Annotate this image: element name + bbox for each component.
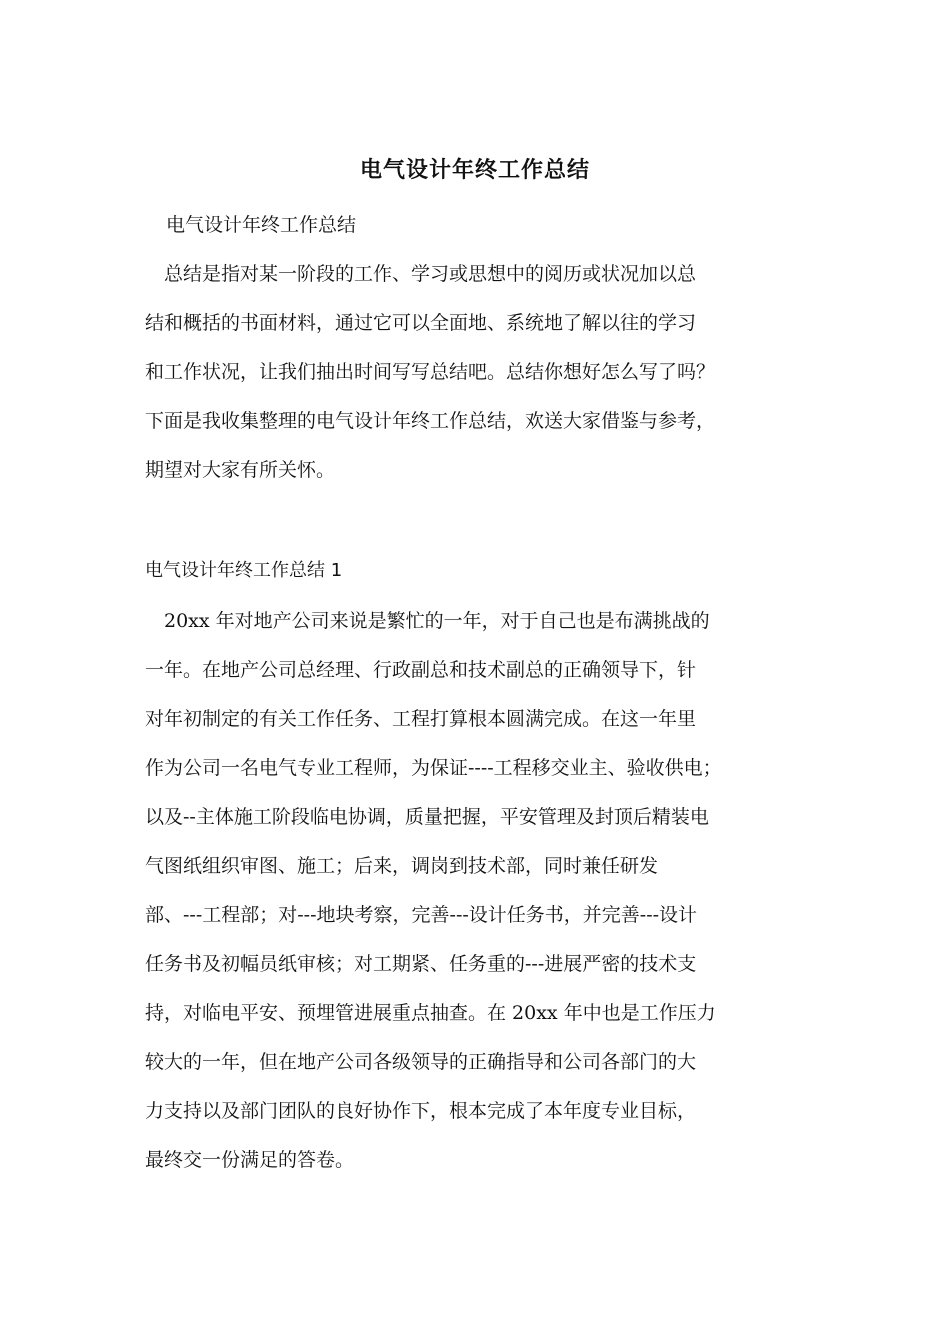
intro-line: 期望对大家有所关怀。 (145, 459, 336, 481)
section-line: 20xx 年对地产公司来说是繁忙的一年，对于自己也是布满挑战的 (145, 610, 710, 632)
section-paragraph (145, 597, 835, 1185)
section-line: 对年初制定的有关工作任务、工程打算根本圆满完成。在这一年里 (145, 708, 697, 730)
section-line: 气图纸组织审图、施工；后来，调岗到技术部，同时兼任研发 (145, 855, 659, 877)
document-subtitle: 电气设计年终工作总结 (166, 214, 357, 236)
section-line: 任务书及初幅员纸审核；对工期紧、任务重的---进展严密的技术支 (145, 953, 697, 975)
section-line: 一年。在地产公司总经理、行政副总和技术副总的正确领导下，针 (145, 659, 697, 681)
section-line: 持，对临电平安、预埋管进展重点抽查。在 20xx 年中也是工作压力 (145, 1002, 716, 1024)
section-line: 较大的一年，但在地产公司各级领导的正确指导和公司各部门的大 (145, 1051, 697, 1073)
intro-line: 下面是我收集整理的电气设计年终工作总结，欢送大家借鉴与参考， (145, 410, 716, 432)
intro-paragraph (145, 250, 835, 495)
section-line: 以及--主体施工阶段临电协调，质量把握，平安管理及封顶后精装电 (145, 806, 709, 828)
section-heading: 电气设计年终工作总结 1 (145, 560, 343, 581)
document-title: 电气设计年终工作总结 (359, 157, 590, 183)
intro-line: 和工作状况，让我们抽出时间写写总结吧。总结你想好怎么写了吗？ (145, 361, 716, 383)
section-line: 作为公司一名电气专业工程师，为保证----工程移交业主、验收供电； (145, 757, 722, 779)
section-line: 力支持以及部门团队的良好协作下，根本完成了本年度专业目标， (145, 1100, 697, 1122)
intro-line: 结和概括的书面材料，通过它可以全面地、系统地了解以往的学习 (145, 312, 697, 334)
section-line: 部、---工程部；对---地块考察，完善---设计任务书，并完善---设计 (145, 904, 698, 926)
section-line: 最终交一份满足的答卷。 (145, 1149, 355, 1171)
intro-line: 总结是指对某一阶段的工作、学习或思想中的阅历或状况加以总 (145, 263, 697, 285)
